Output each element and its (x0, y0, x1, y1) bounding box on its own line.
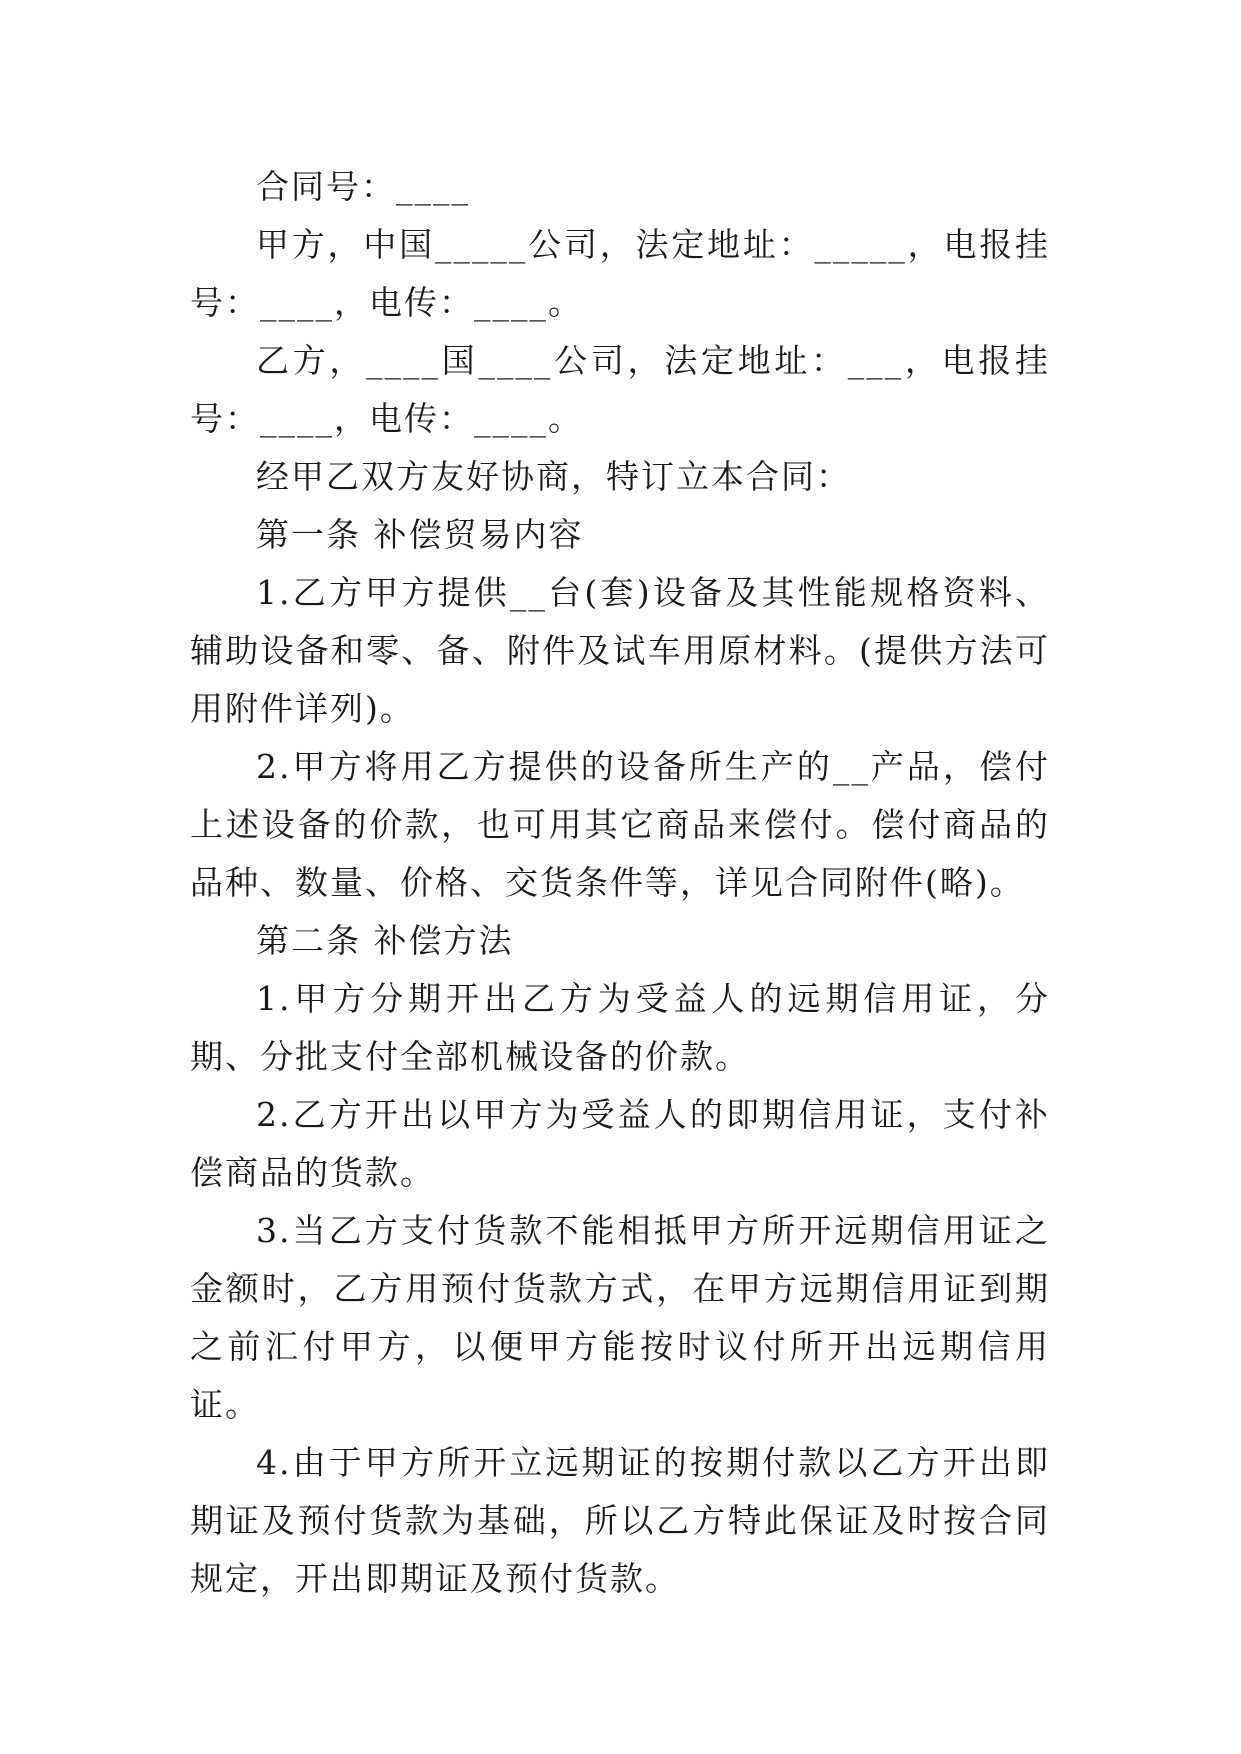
article-2-clause-4: 4.由于甲方所开立远期证的按期付款以乙方开出即期证及预付货款为基础，所以乙方特此保证及时按合同规定，开出即期证及预付货款。 (190, 1443, 1050, 1598)
article-2-clause-3: 3.当乙方支付货款不能相抵甲方所开远期信用证之金额时，乙方用预付货款方式，在甲方远期信用证到期之前汇付甲方，以便甲方能按时议付所开出远期信用证。 (190, 1211, 1050, 1424)
contract-body (190, 158, 1050, 1608)
article-2-heading: 第二条 补偿方法 (256, 921, 514, 960)
article-1-heading: 第一条 补偿贸易内容 (256, 515, 584, 554)
contract-number-line: 合同号：____ (256, 167, 470, 206)
article-1-clause-2: 2.甲方将用乙方提供的设备所生产的__产品，偿付上述设备的价款，也可用其它商品来偿付。偿付商品的品种、数量、价格、交货条件等，详见合同附件(略)。 (190, 747, 1050, 902)
preamble: 经甲乙双方友好协商，特订立本合同： (256, 457, 851, 496)
party-b-info: 乙方，____国____公司，法定地址：___，电报挂号：____，电传：____。 (190, 341, 1050, 438)
party-a-info: 甲方，中国_____公司，法定地址：_____，电报挂号：____，电传：____。 (190, 225, 1050, 322)
article-1-clause-1: 1.乙方甲方提供__台(套)设备及其性能规格资料、辅助设备和零、备、附件及试车用原材料。(提供方法可用附件详列)。 (190, 573, 1050, 728)
article-2-clause-1: 1.甲方分期开出乙方为受益人的远期信用证，分期、分批支付全部机械设备的价款。 (190, 979, 1050, 1076)
article-2-clause-2: 2.乙方开出以甲方为受益人的即期信用证，支付补偿商品的货款。 (190, 1095, 1050, 1192)
